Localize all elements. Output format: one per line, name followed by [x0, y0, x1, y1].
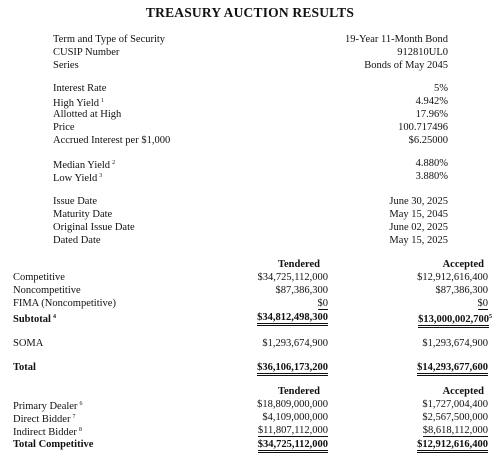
total-accepted	[417, 361, 488, 374]
allotted-value: 17.96%	[415, 109, 448, 120]
total-competitive-label: Total Competitive	[13, 439, 94, 450]
cusip-value: 912810UL0	[397, 47, 448, 58]
subtotal-label	[13, 311, 56, 326]
fima-accepted	[478, 297, 489, 310]
dated-date-value: May 15, 2025	[389, 235, 448, 246]
fima-tendered	[318, 297, 329, 310]
low-yield-label	[53, 170, 102, 185]
subtotal-tendered-text: $34,812,498,300	[257, 312, 328, 326]
primary-dealer-accepted: $1,727,004,400	[422, 399, 488, 410]
fima-accepted-text: $0	[477, 298, 488, 309]
subtotal-tendered	[257, 311, 328, 324]
indirect-bidder-tendered	[258, 424, 328, 437]
subtotal-label-text: Subtotal	[13, 314, 51, 325]
primary-dealer-tendered: $18,809,000,000	[257, 399, 328, 410]
footnote-marker: 4	[52, 314, 56, 320]
issue-date-label: Issue Date	[53, 196, 98, 207]
direct-bidder-accepted: $2,567,500,000	[422, 412, 488, 423]
subtotal-accepted-text: $13,000,002,700	[418, 314, 489, 328]
accrued-interest-label: Accrued Interest per $1,000	[53, 135, 171, 146]
interest-rate-value: 5%	[434, 83, 448, 94]
maturity-date-label: Maturity Date	[53, 209, 113, 220]
total-label: Total	[13, 362, 36, 373]
competitive-accepted: $12,912,616,400	[417, 272, 488, 283]
total-tendered-text: $36,106,173,200	[257, 362, 328, 376]
high-yield-label-text: High Yield	[53, 98, 99, 109]
soma-label: SOMA	[13, 338, 44, 349]
total-competitive-tendered	[258, 438, 328, 451]
footnote-marker: 1	[100, 98, 104, 104]
primary-dealer-label-text: Primary Dealer	[13, 401, 78, 412]
interest-rate-label: Interest Rate	[53, 83, 107, 94]
footnote-marker: 6	[79, 401, 83, 407]
allotted-label: Allotted at High	[53, 109, 122, 120]
issue-date-value: June 30, 2025	[389, 196, 448, 207]
original-issue-date-value: June 02, 2025	[389, 222, 448, 233]
accepted-header: Accepted	[442, 259, 484, 270]
indirect-bidder-label	[13, 424, 82, 439]
median-yield-value: 4.880%	[415, 158, 448, 169]
indirect-bidder-label-text: Indirect Bidder	[13, 427, 77, 438]
indirect-bidder-accepted-text: $8,618,112,000	[422, 425, 488, 436]
total-competitive-accepted-text: $12,912,616,400	[417, 439, 488, 453]
noncompetitive-tendered: $87,386,300	[275, 285, 328, 296]
price-value: 100.717496	[398, 122, 448, 133]
footnote-marker: 3	[99, 173, 103, 179]
series-value: Bonds of May 2045	[364, 60, 448, 71]
bidders-accepted-header: Accepted	[442, 386, 484, 397]
original-issue-date-label: Original Issue Date	[53, 222, 135, 233]
indirect-bidder-accepted	[423, 424, 488, 437]
noncompetitive-accepted: $87,386,300	[435, 285, 488, 296]
page-title: TREASURY AUCTION RESULTS	[145, 5, 355, 20]
noncompetitive-label: Noncompetitive	[13, 285, 81, 296]
fima-label: FIMA (Noncompetitive)	[13, 298, 116, 309]
competitive-label: Competitive	[13, 272, 65, 283]
footnote-marker: 7	[72, 414, 76, 420]
median-yield-label-text: Median Yield	[53, 160, 111, 171]
footnote-marker: 5	[489, 314, 492, 320]
subtotal-accepted	[418, 311, 492, 326]
soma-accepted: $1,293,674,900	[422, 338, 488, 349]
bidders-tendered-header: Tendered	[277, 386, 320, 397]
low-yield-label-text: Low Yield	[53, 173, 98, 184]
total-competitive-accepted	[417, 438, 488, 451]
dated-date-label: Dated Date	[53, 235, 101, 246]
fima-tendered-text: $0	[317, 298, 328, 309]
direct-bidder-tendered: $4,109,000,000	[262, 412, 328, 423]
term-label: Term and Type of Security	[53, 34, 166, 45]
competitive-tendered: $34,725,112,000	[257, 272, 328, 283]
cusip-label: CUSIP Number	[53, 47, 120, 58]
footnote-marker: 2	[112, 160, 116, 166]
total-tendered	[257, 361, 328, 374]
high-yield-value: 4.942%	[415, 96, 448, 107]
total-competitive-tendered-text: $34,725,112,000	[258, 439, 328, 453]
footnote-marker: 8	[78, 427, 82, 433]
series-label: Series	[53, 60, 79, 71]
accrued-interest-value: $6.25000	[408, 135, 448, 146]
maturity-date-value: May 15, 2045	[389, 209, 448, 220]
soma-tendered: $1,293,674,900	[262, 338, 328, 349]
indirect-bidder-tendered-text: $11,807,112,000	[257, 425, 328, 436]
total-accepted-text: $14,293,677,600	[417, 362, 488, 376]
low-yield-value: 3.880%	[415, 171, 448, 182]
tendered-header: Tendered	[277, 259, 320, 270]
price-label: Price	[53, 122, 75, 133]
direct-bidder-label-text: Direct Bidder	[13, 414, 71, 425]
term-value: 19-Year 11-Month Bond	[345, 34, 448, 45]
